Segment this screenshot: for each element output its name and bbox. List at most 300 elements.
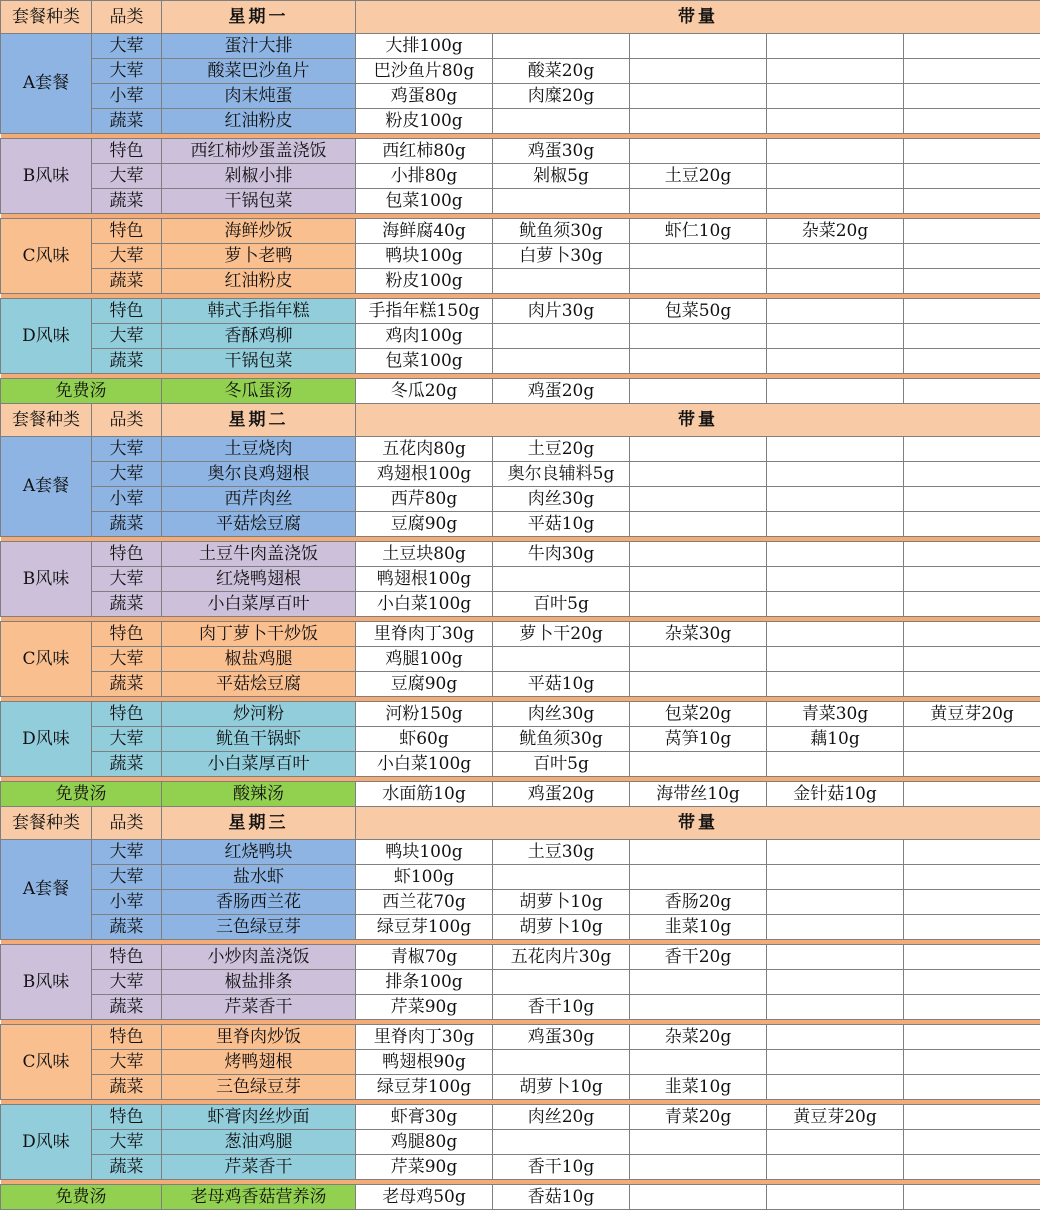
- dish-row: [1, 164, 1040, 189]
- portion-cell: [630, 647, 767, 672]
- dish-category: 大荤: [92, 462, 162, 487]
- portion-cell: [767, 567, 904, 592]
- package-name: B风味: [1, 945, 92, 1020]
- dish-category: 特色: [92, 139, 162, 164]
- portion-cell: [904, 59, 1040, 84]
- header-package-type: 套餐种类: [1, 404, 92, 437]
- portion-cell: [767, 840, 904, 865]
- portion-cell: 莴笋10g: [630, 727, 767, 752]
- portion-cell: 包菜100g: [356, 189, 493, 214]
- portion-cell: [904, 1185, 1040, 1210]
- dish-name: 土豆烧肉: [162, 437, 356, 462]
- portion-cell: [767, 752, 904, 777]
- portion-cell: 芹菜90g: [356, 995, 493, 1020]
- dish-row: [1, 512, 1040, 537]
- portion-cell: [767, 269, 904, 294]
- portion-cell: [767, 84, 904, 109]
- portion-cell: [904, 592, 1040, 617]
- portion-cell: [904, 890, 1040, 915]
- portion-cell: 鸡腿80g: [356, 1130, 493, 1155]
- dish-category: 大荤: [92, 1050, 162, 1075]
- portion-cell: 鸡蛋30g: [493, 1025, 630, 1050]
- soup-row: [1, 379, 1040, 404]
- dish-category: 特色: [92, 219, 162, 244]
- portion-cell: 香干10g: [493, 995, 630, 1020]
- portion-cell: [767, 542, 904, 567]
- portion-cell: [630, 1050, 767, 1075]
- portion-cell: [630, 462, 767, 487]
- day-header-row: [1, 807, 1040, 840]
- dish-category: 蔬菜: [92, 1155, 162, 1180]
- dish-name: 盐水虾: [162, 865, 356, 890]
- dish-name: 干锅包菜: [162, 189, 356, 214]
- dish-name: 香酥鸡柳: [162, 324, 356, 349]
- dish-row: [1, 219, 1040, 244]
- portion-cell: 鸡蛋20g: [493, 782, 630, 807]
- portion-cell: 萝卜干20g: [493, 622, 630, 647]
- portion-cell: [493, 324, 630, 349]
- dish-category: 蔬菜: [92, 995, 162, 1020]
- portion-cell: 里脊肉丁30g: [356, 622, 493, 647]
- portion-cell: [630, 324, 767, 349]
- dish-row: [1, 840, 1040, 865]
- dish-name: 萝卜老鸭: [162, 244, 356, 269]
- header-category: 品类: [92, 807, 162, 840]
- portion-cell: [767, 995, 904, 1020]
- dish-category: 蔬菜: [92, 189, 162, 214]
- dish-name: 红烧鸭翅根: [162, 567, 356, 592]
- portion-cell: 西兰花70g: [356, 890, 493, 915]
- portion-cell: 鱿鱼须30g: [493, 727, 630, 752]
- dish-category: 特色: [92, 1025, 162, 1050]
- dish-row: [1, 189, 1040, 214]
- dish-row: [1, 1105, 1040, 1130]
- dish-name: 小炒肉盖浇饭: [162, 945, 356, 970]
- dish-category: 大荤: [92, 567, 162, 592]
- portion-cell: 虾仁10g: [630, 219, 767, 244]
- portion-cell: 胡萝卜10g: [493, 915, 630, 940]
- portion-cell: 剁椒5g: [493, 164, 630, 189]
- dish-row: [1, 1130, 1040, 1155]
- portion-cell: [767, 1025, 904, 1050]
- portion-cell: [493, 1050, 630, 1075]
- dish-category: 蔬菜: [92, 592, 162, 617]
- dish-row: [1, 995, 1040, 1020]
- portion-cell: 香干10g: [493, 1155, 630, 1180]
- portion-cell: [904, 970, 1040, 995]
- dish-row: [1, 324, 1040, 349]
- dish-row: [1, 299, 1040, 324]
- portion-cell: [904, 1105, 1040, 1130]
- portion-cell: [630, 109, 767, 134]
- portion-cell: 巴沙鱼片80g: [356, 59, 493, 84]
- portion-cell: 绿豆芽100g: [356, 915, 493, 940]
- dish-name: 肉丁萝卜干炒饭: [162, 622, 356, 647]
- dish-category: 大荤: [92, 970, 162, 995]
- portion-cell: [767, 437, 904, 462]
- portion-cell: [630, 752, 767, 777]
- dish-name: 干锅包菜: [162, 349, 356, 374]
- portion-cell: [767, 244, 904, 269]
- portion-cell: 平菇10g: [493, 672, 630, 697]
- soup-row: [1, 1185, 1040, 1210]
- portion-cell: 韭菜10g: [630, 915, 767, 940]
- portion-cell: [904, 349, 1040, 374]
- portion-cell: [767, 379, 904, 404]
- soup-label: 免费汤: [1, 379, 162, 404]
- portion-cell: 土豆30g: [493, 840, 630, 865]
- portion-cell: [630, 349, 767, 374]
- dish-name: 肉末炖蛋: [162, 84, 356, 109]
- dish-name: 芹菜香干: [162, 1155, 356, 1180]
- portion-cell: 鸡蛋30g: [493, 139, 630, 164]
- portion-cell: [767, 139, 904, 164]
- soup-label: 免费汤: [1, 782, 162, 807]
- dish-row: [1, 752, 1040, 777]
- dish-name: 西芹肉丝: [162, 487, 356, 512]
- portion-cell: 韭菜10g: [630, 1075, 767, 1100]
- portion-cell: [904, 437, 1040, 462]
- portion-cell: [904, 379, 1040, 404]
- portion-cell: [904, 1075, 1040, 1100]
- package-name: A套餐: [1, 34, 92, 134]
- dish-category: 特色: [92, 702, 162, 727]
- portion-cell: [904, 1025, 1040, 1050]
- package-name: B风味: [1, 139, 92, 214]
- dish-name: 三色绿豆芽: [162, 915, 356, 940]
- portion-cell: 海鲜腐40g: [356, 219, 493, 244]
- dish-category: 蔬菜: [92, 109, 162, 134]
- dish-row: [1, 865, 1040, 890]
- dish-name: 土豆牛肉盖浇饭: [162, 542, 356, 567]
- portion-cell: 五花肉80g: [356, 437, 493, 462]
- dish-row: [1, 487, 1040, 512]
- dish-name: 鱿鱼干锅虾: [162, 727, 356, 752]
- portion-cell: [904, 542, 1040, 567]
- portion-cell: [767, 647, 904, 672]
- portion-cell: [630, 379, 767, 404]
- portion-cell: [767, 1075, 904, 1100]
- portion-cell: 粉皮100g: [356, 269, 493, 294]
- portion-cell: 西红柿80g: [356, 139, 493, 164]
- portion-cell: 水面筋10g: [356, 782, 493, 807]
- portion-cell: [904, 1155, 1040, 1180]
- dish-row: [1, 269, 1040, 294]
- portion-cell: [493, 567, 630, 592]
- portion-cell: 河粉150g: [356, 702, 493, 727]
- dish-name: 酸菜巴沙鱼片: [162, 59, 356, 84]
- portion-cell: [767, 622, 904, 647]
- dish-category: 小荤: [92, 84, 162, 109]
- portion-cell: 土豆20g: [493, 437, 630, 462]
- dish-name: 蛋汁大排: [162, 34, 356, 59]
- portion-cell: [493, 970, 630, 995]
- portion-cell: 包菜100g: [356, 349, 493, 374]
- portion-cell: [767, 1185, 904, 1210]
- portion-cell: 西芹80g: [356, 487, 493, 512]
- portion-cell: 鸭翅根90g: [356, 1050, 493, 1075]
- dish-category: 大荤: [92, 437, 162, 462]
- dish-category: 蔬菜: [92, 915, 162, 940]
- portion-cell: 豆腐90g: [356, 512, 493, 537]
- header-day: 星期二: [162, 404, 356, 437]
- portion-cell: 鸡肉100g: [356, 324, 493, 349]
- portion-cell: [904, 324, 1040, 349]
- portion-cell: 鱿鱼须30g: [493, 219, 630, 244]
- portion-cell: 杂菜20g: [767, 219, 904, 244]
- portion-cell: [904, 647, 1040, 672]
- portion-cell: [904, 164, 1040, 189]
- portion-cell: [767, 945, 904, 970]
- soup-label: 免费汤: [1, 1185, 162, 1210]
- dish-row: [1, 890, 1040, 915]
- header-day: 星期一: [162, 1, 356, 34]
- dish-category: 小荤: [92, 890, 162, 915]
- portion-cell: 鸡腿100g: [356, 647, 493, 672]
- dish-row: [1, 727, 1040, 752]
- dish-category: 特色: [92, 1105, 162, 1130]
- portion-cell: 芹菜90g: [356, 1155, 493, 1180]
- portion-cell: [630, 592, 767, 617]
- portion-cell: [904, 945, 1040, 970]
- portion-cell: [904, 462, 1040, 487]
- portion-cell: 白萝卜30g: [493, 244, 630, 269]
- portion-cell: 牛肉30g: [493, 542, 630, 567]
- portion-cell: 大排100g: [356, 34, 493, 59]
- portion-cell: [904, 34, 1040, 59]
- portion-cell: 土豆20g: [630, 164, 767, 189]
- portion-cell: 肉片30g: [493, 299, 630, 324]
- portion-cell: 鸡翅根100g: [356, 462, 493, 487]
- package-name: A套餐: [1, 840, 92, 940]
- portion-cell: [904, 672, 1040, 697]
- portion-cell: 金针菇10g: [767, 782, 904, 807]
- dish-row: [1, 915, 1040, 940]
- dish-category: 大荤: [92, 244, 162, 269]
- portion-cell: 藕10g: [767, 727, 904, 752]
- portion-cell: [767, 109, 904, 134]
- portion-cell: 鸭翅根100g: [356, 567, 493, 592]
- dish-row: [1, 1025, 1040, 1050]
- header-portion: 带量: [356, 807, 1040, 840]
- portion-cell: 虾100g: [356, 865, 493, 890]
- portion-cell: [767, 349, 904, 374]
- portion-cell: [767, 970, 904, 995]
- portion-cell: [904, 622, 1040, 647]
- portion-cell: [630, 139, 767, 164]
- package-name: D风味: [1, 1105, 92, 1180]
- dish-row: [1, 109, 1040, 134]
- portion-cell: 小白菜100g: [356, 752, 493, 777]
- dish-row: [1, 244, 1040, 269]
- portion-cell: 黄豆芽20g: [904, 702, 1040, 727]
- portion-cell: 小排80g: [356, 164, 493, 189]
- portion-cell: 包菜20g: [630, 702, 767, 727]
- portion-cell: [767, 487, 904, 512]
- dish-name: 西红柿炒蛋盖浇饭: [162, 139, 356, 164]
- portion-cell: [630, 970, 767, 995]
- dish-name: 虾膏肉丝炒面: [162, 1105, 356, 1130]
- portion-cell: [904, 782, 1040, 807]
- portion-cell: 青菜30g: [767, 702, 904, 727]
- portion-cell: [767, 59, 904, 84]
- portion-cell: [630, 59, 767, 84]
- portion-cell: 百叶5g: [493, 592, 630, 617]
- portion-cell: 土豆块80g: [356, 542, 493, 567]
- portion-cell: 胡萝卜10g: [493, 890, 630, 915]
- dish-name: 小白菜厚百叶: [162, 752, 356, 777]
- dish-name: 芹菜香干: [162, 995, 356, 1020]
- portion-cell: 鸡蛋20g: [493, 379, 630, 404]
- portion-cell: 奥尔良辅料5g: [493, 462, 630, 487]
- portion-cell: [493, 269, 630, 294]
- dish-category: 蔬菜: [92, 269, 162, 294]
- dish-category: 大荤: [92, 865, 162, 890]
- dish-category: 特色: [92, 945, 162, 970]
- portion-cell: [904, 84, 1040, 109]
- portion-cell: 青椒70g: [356, 945, 493, 970]
- portion-cell: [630, 542, 767, 567]
- portion-cell: [767, 462, 904, 487]
- portion-cell: [630, 437, 767, 462]
- dish-name: 小白菜厚百叶: [162, 592, 356, 617]
- portion-cell: [630, 512, 767, 537]
- portion-cell: [630, 865, 767, 890]
- dish-category: 蔬菜: [92, 1075, 162, 1100]
- portion-cell: 虾60g: [356, 727, 493, 752]
- portion-cell: [493, 189, 630, 214]
- dish-category: 大荤: [92, 164, 162, 189]
- dish-row: [1, 702, 1040, 727]
- portion-cell: [904, 1130, 1040, 1155]
- portion-cell: [904, 244, 1040, 269]
- dish-name: 奥尔良鸡翅根: [162, 462, 356, 487]
- day-header-row: [1, 1, 1040, 34]
- portion-cell: [904, 109, 1040, 134]
- dish-name: 炒河粉: [162, 702, 356, 727]
- portion-cell: [630, 1155, 767, 1180]
- portion-cell: [904, 512, 1040, 537]
- portion-cell: [493, 865, 630, 890]
- portion-cell: 鸭块100g: [356, 244, 493, 269]
- portion-cell: 虾膏30g: [356, 1105, 493, 1130]
- portion-cell: [630, 189, 767, 214]
- dish-row: [1, 945, 1040, 970]
- portion-cell: [904, 865, 1040, 890]
- dish-row: [1, 84, 1040, 109]
- dish-row: [1, 542, 1040, 567]
- dish-name: 红烧鸭块: [162, 840, 356, 865]
- portion-cell: [904, 219, 1040, 244]
- dish-category: 大荤: [92, 59, 162, 84]
- portion-cell: 海带丝10g: [630, 782, 767, 807]
- portion-cell: 手指年糕150g: [356, 299, 493, 324]
- dish-name: 里脊肉炒饭: [162, 1025, 356, 1050]
- package-name: D风味: [1, 299, 92, 374]
- portion-cell: 老母鸡50g: [356, 1185, 493, 1210]
- portion-cell: [767, 915, 904, 940]
- portion-cell: [767, 512, 904, 537]
- portion-cell: 青菜20g: [630, 1105, 767, 1130]
- dish-row: [1, 567, 1040, 592]
- dish-category: 蔬菜: [92, 752, 162, 777]
- portion-cell: 香菇10g: [493, 1185, 630, 1210]
- portion-cell: 香肠20g: [630, 890, 767, 915]
- dish-name: 烤鸭翅根: [162, 1050, 356, 1075]
- dish-category: 特色: [92, 542, 162, 567]
- portion-cell: [767, 1130, 904, 1155]
- soup-name: 冬瓜蛋汤: [162, 379, 356, 404]
- dish-category: 蔬菜: [92, 512, 162, 537]
- portion-cell: [904, 567, 1040, 592]
- portion-cell: [493, 1130, 630, 1155]
- portion-cell: 包菜50g: [630, 299, 767, 324]
- dish-row: [1, 672, 1040, 697]
- dish-name: 椒盐排条: [162, 970, 356, 995]
- dish-row: [1, 647, 1040, 672]
- portion-cell: [904, 1050, 1040, 1075]
- header-package-type: 套餐种类: [1, 807, 92, 840]
- portion-cell: [493, 349, 630, 374]
- portion-cell: [630, 244, 767, 269]
- portion-cell: 冬瓜20g: [356, 379, 493, 404]
- portion-cell: [493, 34, 630, 59]
- soup-row: [1, 782, 1040, 807]
- portion-cell: [493, 109, 630, 134]
- portion-cell: 豆腐90g: [356, 672, 493, 697]
- package-name: D风味: [1, 702, 92, 777]
- portion-cell: [767, 1050, 904, 1075]
- portion-cell: [630, 567, 767, 592]
- portion-cell: [630, 487, 767, 512]
- portion-cell: [630, 840, 767, 865]
- soup-name: 老母鸡香菇营养汤: [162, 1185, 356, 1210]
- portion-cell: [767, 164, 904, 189]
- portion-cell: 粉皮100g: [356, 109, 493, 134]
- portion-cell: [904, 915, 1040, 940]
- package-name: C风味: [1, 219, 92, 294]
- portion-cell: 小白菜100g: [356, 592, 493, 617]
- header-category: 品类: [92, 1, 162, 34]
- portion-cell: [767, 324, 904, 349]
- portion-cell: 五花肉片30g: [493, 945, 630, 970]
- portion-cell: 肉丝30g: [493, 702, 630, 727]
- portion-cell: [767, 672, 904, 697]
- dish-name: 剁椒小排: [162, 164, 356, 189]
- portion-cell: [493, 647, 630, 672]
- dish-category: 蔬菜: [92, 672, 162, 697]
- portion-cell: 杂菜20g: [630, 1025, 767, 1050]
- portion-cell: 绿豆芽100g: [356, 1075, 493, 1100]
- portion-cell: [767, 592, 904, 617]
- package-name: C风味: [1, 1025, 92, 1100]
- package-name: B风味: [1, 542, 92, 617]
- portion-cell: [630, 1185, 767, 1210]
- dish-row: [1, 1155, 1040, 1180]
- portion-cell: 酸菜20g: [493, 59, 630, 84]
- dish-category: 大荤: [92, 34, 162, 59]
- header-portion: 带量: [356, 1, 1040, 34]
- portion-cell: [630, 1130, 767, 1155]
- header-day: 星期三: [162, 807, 356, 840]
- soup-name: 酸辣汤: [162, 782, 356, 807]
- portion-cell: 香干20g: [630, 945, 767, 970]
- dish-row: [1, 139, 1040, 164]
- dish-name: 香肠西兰花: [162, 890, 356, 915]
- dish-row: [1, 437, 1040, 462]
- header-portion: 带量: [356, 404, 1040, 437]
- dish-row: [1, 970, 1040, 995]
